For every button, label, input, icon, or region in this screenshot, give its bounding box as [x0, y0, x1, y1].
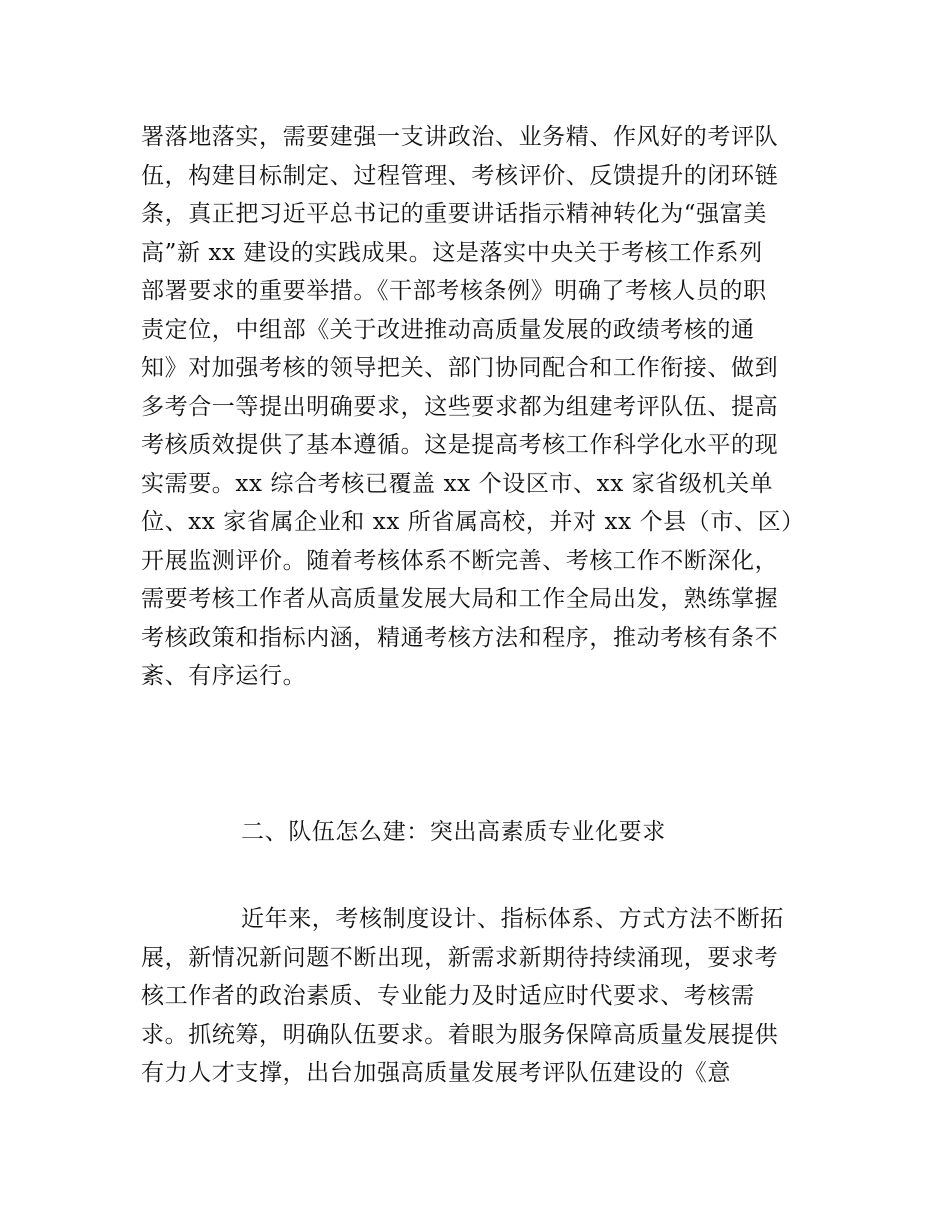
text-line: 高”新 xx 建设的实践成果。这是落实中央关于考核工作系列 — [141, 239, 763, 266]
text-line: 伍，构建目标制定、过程管理、考核评价、反馈提升的闭环链 — [141, 162, 779, 189]
text-line: 署落地落实，需要建强一支讲政治、业务精、作风好的考评队 — [141, 124, 779, 150]
text-line: 条，真正把习近平总书记的重要讲话指示精神转化为“强富美 — [141, 201, 767, 227]
section-heading: 二、队伍怎么建：突出高素质专业化要求 — [241, 819, 666, 845]
text-line: 需要考核工作者从高质量发展大局和工作全局出发，熟练掌握 — [141, 586, 779, 612]
text-line: 有力人才支撑，出台加强高质量发展考评队伍建设的《意 — [141, 1060, 731, 1086]
text-line: 近年来，考核制度设计、指标体系、方式方法不断拓 — [241, 906, 784, 932]
text-line: 责定位，中组部《关于改进推动高质量发展的政绩考核的通 — [141, 316, 755, 343]
text-line: 位、xx 家省属企业和 xx 所省属高校，并对 xx 个县（市、区） — [141, 509, 805, 535]
text-line: 考核质效提供了基本遵循。这是提高考核工作科学化水平的现 — [141, 432, 779, 458]
text-line: 知》对加强考核的领导把关、部门协同配合和工作衔接、做到 — [141, 355, 779, 381]
text-line: 展，新情况新问题不断出现，新需求新期待持续涌现，要求考 — [141, 944, 779, 971]
text-line: 部署要求的重要举措。《干部考核条例》明确了考核人员的职 — [141, 278, 767, 304]
text-line: 考核政策和指标内涵，精通考核方法和程序，推动考核有条不 — [141, 624, 779, 651]
text-line: 求。抓统筹，明确队伍要求。着眼为服务保障高质量发展提供 — [141, 1021, 779, 1048]
text-line: 实需要。xx 综合考核已覆盖 xx 个设区市、xx 家省级机关单 — [141, 470, 774, 497]
text-line: 多考合一等提出明确要求，这些要求都为组建考评队伍、提高 — [141, 393, 779, 420]
text-line: 核工作者的政治素质、专业能力及时适应时代要求、考核需 — [141, 983, 755, 1009]
body-paragraph-1 — [141, 118, 811, 696]
body-paragraph-2 — [141, 900, 811, 1093]
text-line: 开展监测评价。随着考核体系不断完善、考核工作不断深化， — [141, 547, 779, 574]
text-line: 紊、有序运行。 — [141, 663, 307, 689]
